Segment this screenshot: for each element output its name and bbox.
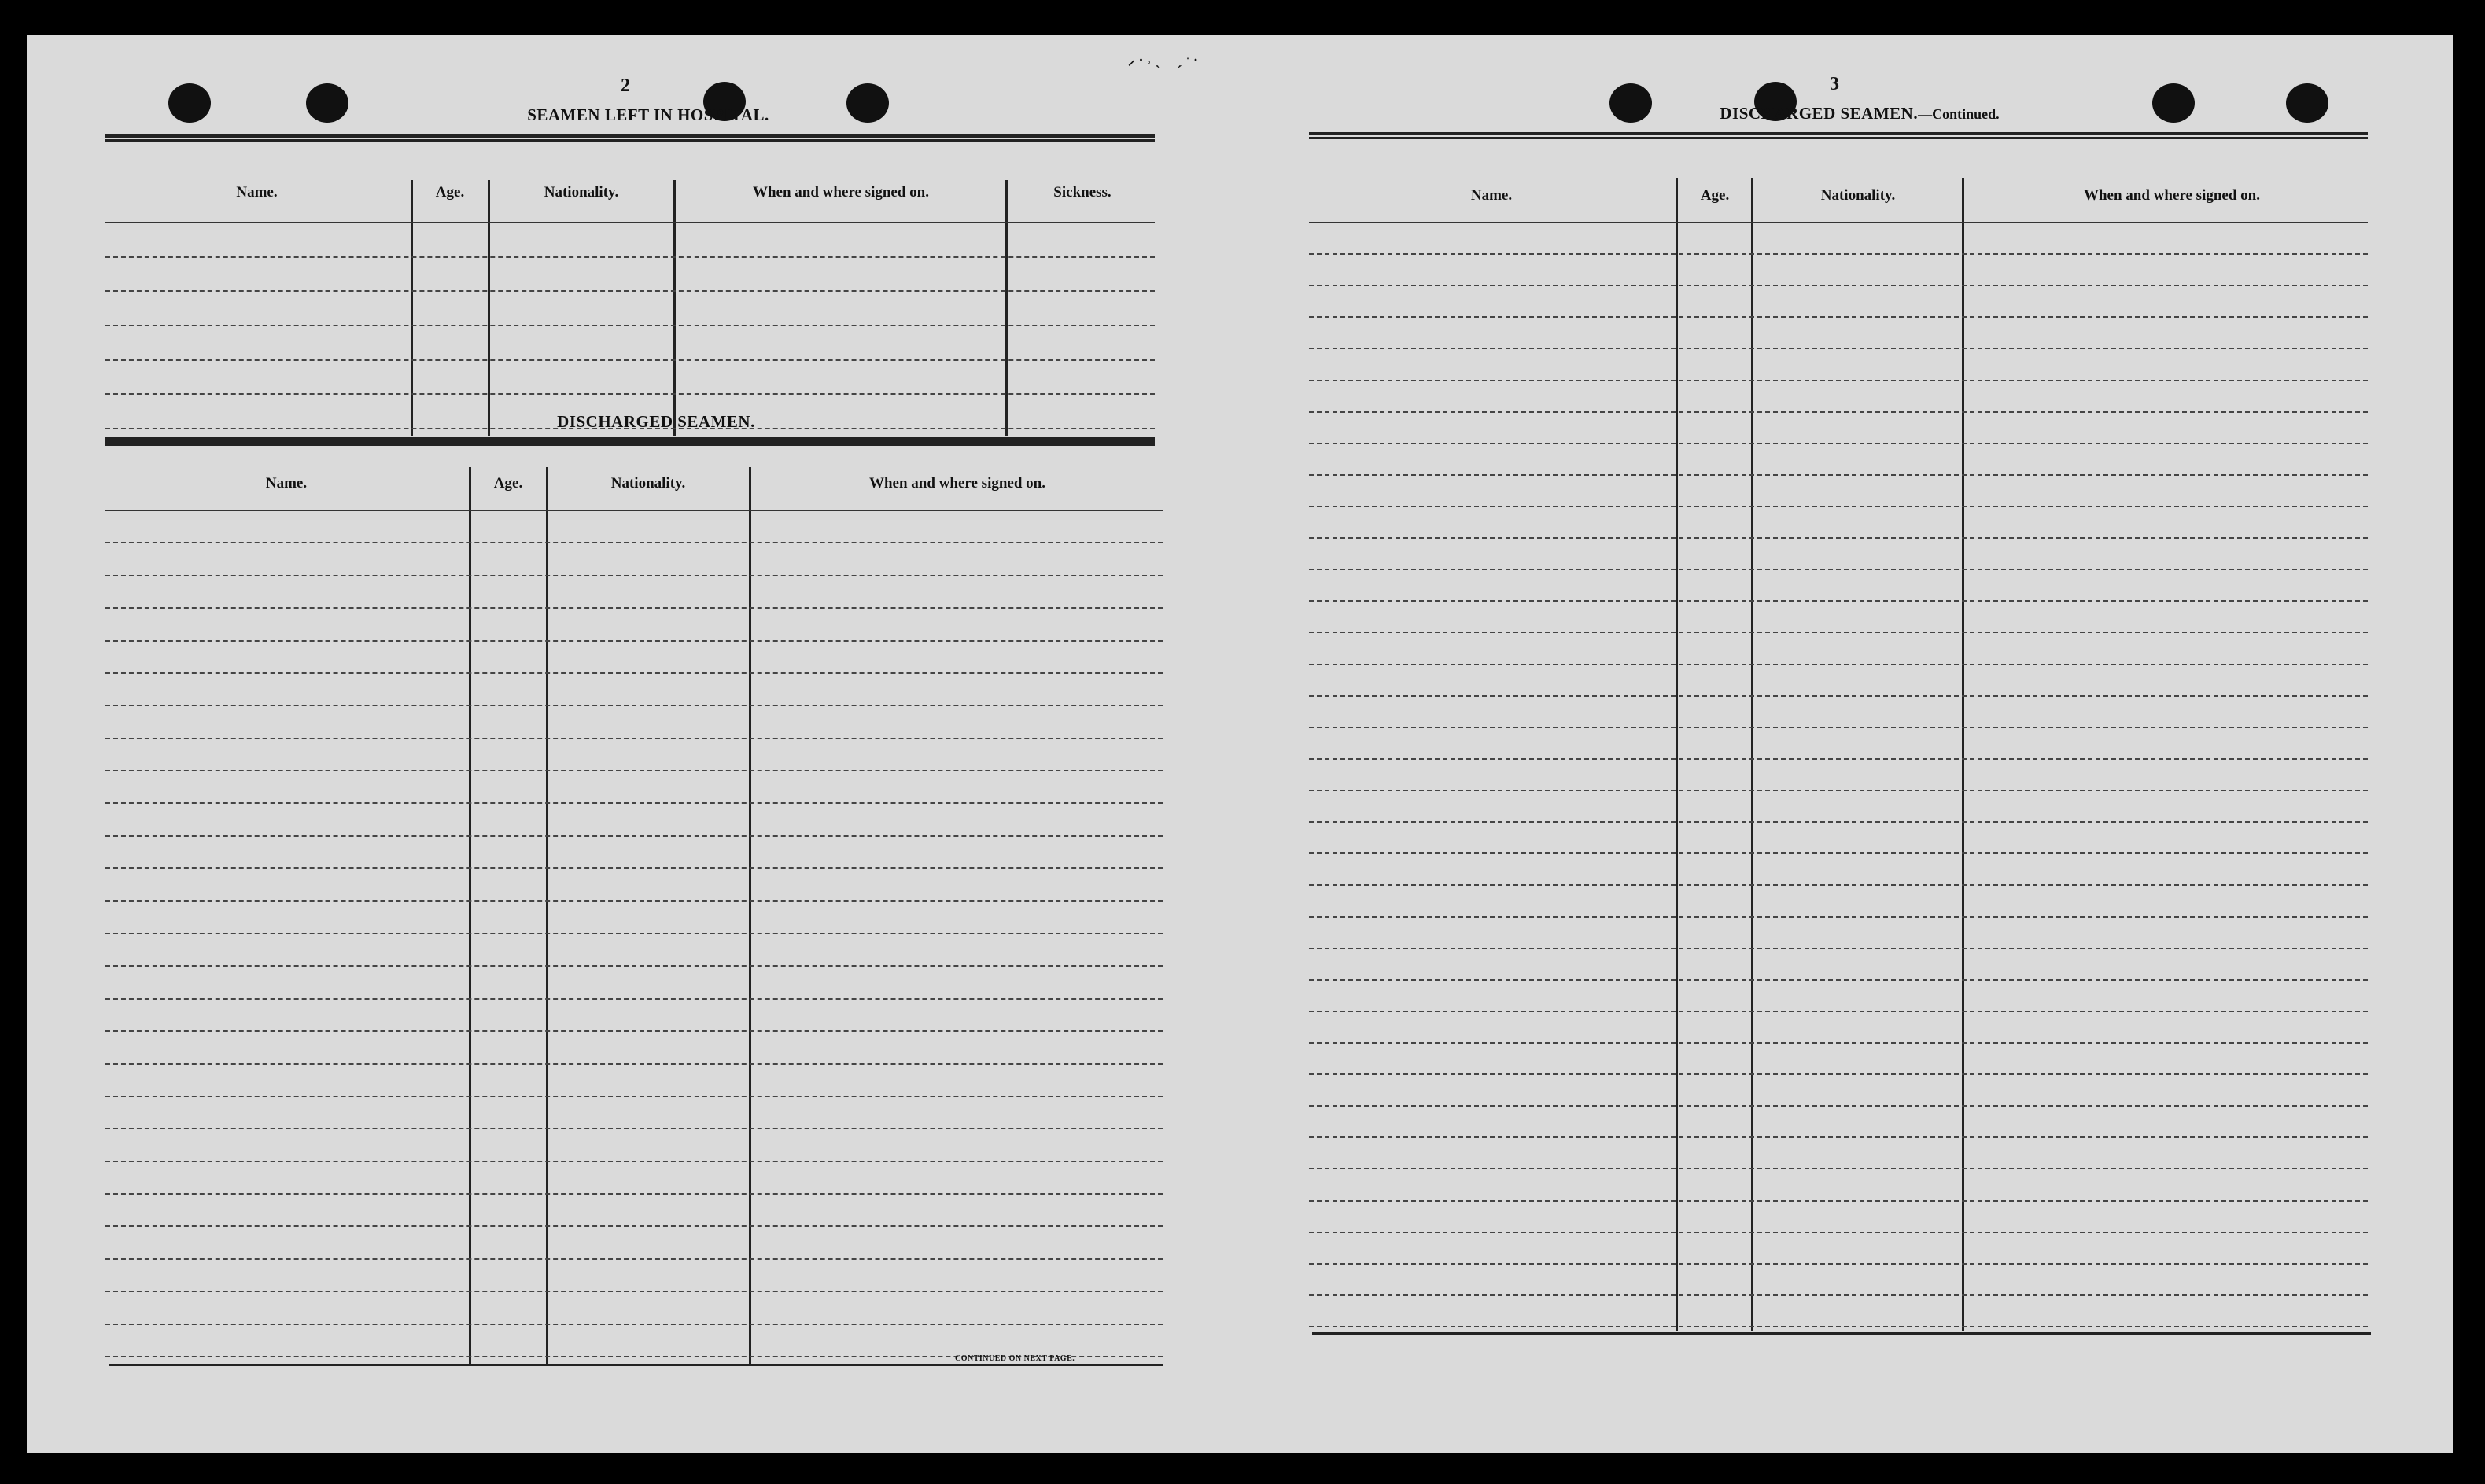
blank-entry-row	[1309, 979, 2368, 981]
blank-entry-row	[105, 802, 1163, 804]
col-header-signed-on: When and where signed on.	[2083, 187, 2260, 204]
hospital-section-title: SEAMEN LEFT IN HOSPITAL.	[527, 105, 769, 124]
hospital-table	[105, 145, 1155, 439]
table-bottom-rule	[1312, 1332, 2371, 1335]
ledger-sheet	[27, 35, 2453, 1453]
blank-entry-row	[1309, 1326, 2368, 1327]
blank-entry-row	[105, 1193, 1163, 1195]
blank-entry-row	[1309, 411, 2368, 413]
hospital-top-rule	[105, 134, 1155, 142]
blank-entry-row	[1309, 664, 2368, 665]
blank-entry-row	[1309, 1232, 2368, 1233]
blank-entry-row	[105, 900, 1163, 902]
discharged-continued-suffix: —Continued.	[1918, 106, 2000, 122]
blank-entry-row	[1309, 1263, 2368, 1265]
header-underline	[105, 222, 1155, 223]
blank-entry-row	[105, 256, 1155, 258]
column-divider	[1005, 180, 1008, 436]
blank-entry-row	[105, 393, 1155, 395]
blank-entry-row	[1309, 316, 2368, 318]
blank-entry-row	[105, 1030, 1163, 1032]
blank-entry-row	[105, 835, 1163, 837]
blank-entry-row	[1309, 727, 2368, 728]
page-number-left: 2	[621, 75, 630, 96]
punch-hole	[168, 83, 211, 123]
ink-specks: ⸝ · ˒ ˎ ˏ ˑ ·	[1128, 52, 1198, 68]
blank-entry-row	[105, 575, 1163, 576]
punch-hole	[1609, 83, 1652, 123]
blank-entry-row	[1309, 1294, 2368, 1296]
col-header-name: Name.	[265, 475, 308, 492]
blank-entry-row	[1309, 253, 2368, 255]
column-divider	[469, 467, 471, 1364]
blank-entry-row	[1309, 1136, 2368, 1138]
blank-entry-row	[1309, 852, 2368, 854]
blank-entry-row	[105, 672, 1163, 674]
blank-entry-row	[105, 1096, 1163, 1097]
blank-entry-row	[1309, 790, 2368, 791]
punch-hole	[2286, 83, 2328, 123]
blank-entry-row	[105, 1291, 1163, 1292]
blank-entry-row	[1309, 1105, 2368, 1107]
column-divider	[749, 467, 751, 1364]
blank-entry-row	[105, 607, 1163, 609]
blank-entry-row	[1309, 1011, 2368, 1012]
col-header-nationality: Nationality.	[1820, 187, 1896, 204]
blank-entry-row	[1309, 884, 2368, 886]
column-divider	[673, 180, 676, 436]
blank-entry-row	[1309, 821, 2368, 823]
blank-entry-row	[105, 542, 1163, 543]
blank-entry-row	[1309, 695, 2368, 697]
blank-entry-row	[105, 1063, 1163, 1065]
table-bottom-rule	[109, 1364, 1163, 1366]
blank-entry-row	[1309, 758, 2368, 760]
blank-entry-row	[105, 738, 1163, 739]
col-header-signed-on: When and where signed on.	[752, 184, 929, 201]
blank-entry-row	[1309, 1200, 2368, 1202]
punch-hole	[306, 83, 348, 123]
blank-entry-row	[1309, 569, 2368, 570]
blank-entry-row	[105, 705, 1163, 706]
blank-entry-row	[1309, 1042, 2368, 1044]
punch-hole	[2152, 83, 2195, 123]
col-header-nationality: Nationality.	[544, 184, 619, 201]
col-header-age: Age.	[1700, 187, 1730, 204]
header-underline	[1309, 222, 2368, 223]
blank-entry-row	[105, 290, 1155, 292]
column-divider	[488, 180, 490, 436]
blank-entry-row	[105, 867, 1163, 869]
discharged-continued-title-main: DISCHARGED SEAMEN.	[1720, 104, 1919, 123]
col-header-nationality: Nationality.	[610, 475, 686, 492]
blank-entry-row	[105, 1128, 1163, 1129]
column-divider	[1751, 178, 1753, 1331]
discharged-continued-table	[1309, 138, 2379, 1350]
column-divider	[1962, 178, 1964, 1331]
blank-entry-row	[105, 325, 1155, 326]
blank-entry-row	[1309, 632, 2368, 633]
col-header-signed-on: When and where signed on.	[868, 475, 1045, 492]
continued-note: CONTINUED ON NEXT PAGE.	[955, 1354, 1075, 1363]
col-header-name: Name.	[236, 184, 278, 201]
blank-entry-row	[105, 965, 1163, 967]
page-number-right: 3	[1830, 74, 1839, 94]
col-header-name: Name.	[1470, 187, 1513, 204]
column-divider	[546, 467, 548, 1364]
blank-entry-row	[1309, 537, 2368, 539]
column-divider	[1676, 178, 1678, 1331]
blank-entry-row	[1309, 443, 2368, 444]
discharged-section-title: DISCHARGED SEAMEN.	[557, 412, 755, 431]
blank-entry-row	[1309, 1073, 2368, 1075]
blank-entry-row	[105, 1258, 1163, 1260]
col-header-age: Age.	[493, 475, 523, 492]
blank-entry-row	[105, 933, 1163, 934]
blank-entry-row	[105, 1161, 1163, 1162]
blank-entry-row	[105, 1225, 1163, 1227]
col-header-sickness: Sickness.	[1053, 184, 1112, 201]
blank-entry-row	[1309, 600, 2368, 602]
blank-entry-row	[1309, 380, 2368, 381]
column-divider	[411, 180, 413, 436]
blank-entry-row	[1309, 948, 2368, 949]
blank-entry-row	[105, 640, 1163, 642]
blank-entry-row	[105, 770, 1163, 771]
blank-entry-row	[105, 1324, 1163, 1325]
blank-entry-row	[1309, 1168, 2368, 1169]
blank-entry-row	[1309, 348, 2368, 349]
blank-entry-row	[1309, 474, 2368, 476]
punch-hole	[846, 83, 889, 123]
header-underline	[105, 510, 1163, 511]
blank-entry-row	[105, 998, 1163, 1000]
col-header-age: Age.	[435, 184, 465, 201]
blank-entry-row	[1309, 506, 2368, 507]
blank-entry-row	[1309, 916, 2368, 918]
blank-entry-row	[105, 359, 1155, 361]
blank-entry-row	[1309, 285, 2368, 286]
discharged-table	[105, 444, 1163, 1381]
discharged-continued-title	[1663, 104, 2056, 123]
